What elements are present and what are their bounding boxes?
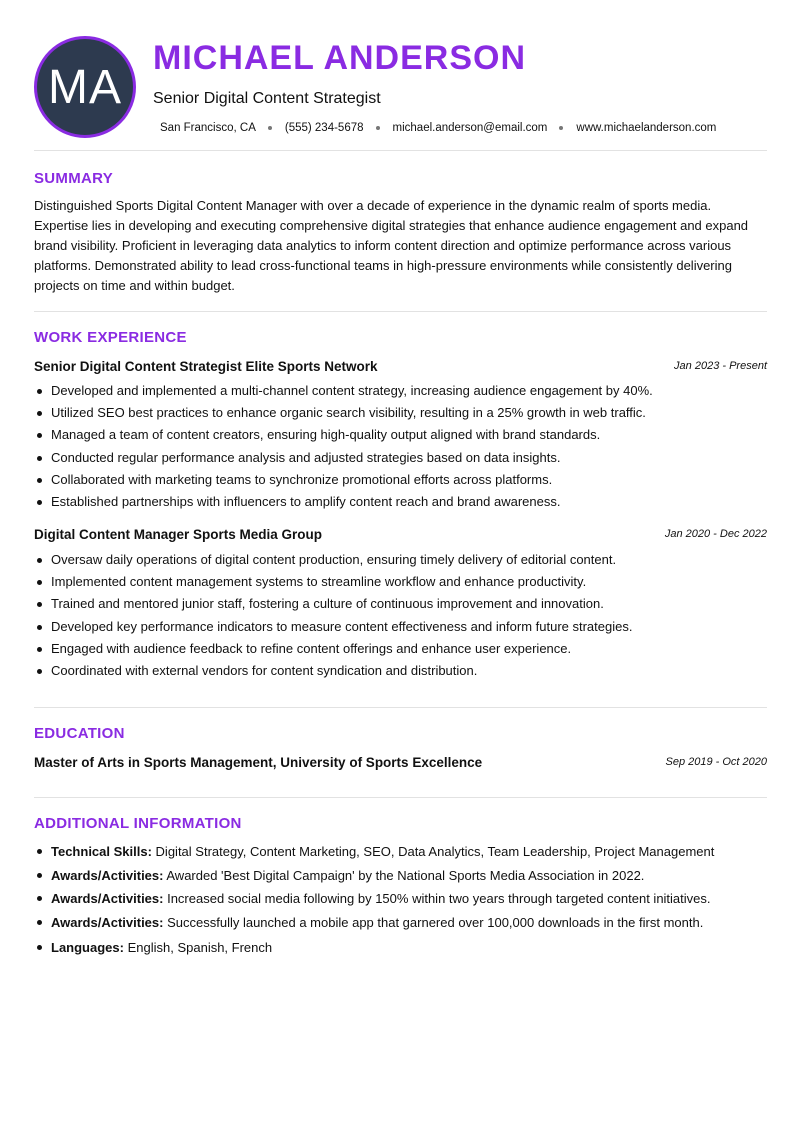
work-experience-heading: WORK EXPERIENCE <box>34 329 187 346</box>
contact-location: San Francisco, CA <box>160 122 256 134</box>
dot-separator-icon <box>376 126 380 130</box>
avatar <box>34 36 136 138</box>
list-item: Managed a team of content creators, ensuring high-quality output aligned with brand standards. <box>34 424 768 446</box>
avatar-initials: MA <box>48 60 122 114</box>
list-item: Implemented content management systems to streamline workflow and enhance productivity. <box>34 571 768 593</box>
item-text: Digital Strategy, Content Marketing, SEO, Data Analytics, Team Leadership, Project Management <box>155 844 715 859</box>
list-item: Coordinated with external vendors for content syndication and distribution. <box>34 660 768 682</box>
job-dates: Jan 2023 - Present <box>674 360 767 372</box>
contact-phone: (555) 234-5678 <box>284 122 364 134</box>
degree-title: Master of Arts in Sports Management, University of Sports Excellence <box>34 754 483 770</box>
job-header <box>34 525 767 543</box>
item-text: Increased social media following by 150% within two years through targeted content initiatives. <box>167 891 711 907</box>
job-header <box>34 357 767 375</box>
item-label: Awards/Activities: <box>51 915 164 931</box>
item-text: Successfully launched a mobile app that garnered over 100,000 downloads in the first month. <box>167 915 704 931</box>
job-bullet-list <box>34 380 768 513</box>
education-dates: Sep 2019 - Oct 2020 <box>665 756 767 768</box>
list-item: Established partnerships with influencers to amplify content reach and brand awareness. <box>34 491 768 513</box>
additional-info-heading: ADDITIONAL INFORMATION <box>34 815 242 832</box>
additional-info-list <box>34 840 768 959</box>
contact-email[interactable]: michael.anderson@email.com <box>392 122 548 134</box>
contact-bar <box>160 121 716 135</box>
list-item: Trained and mentored junior staff, fostering a culture of continuous improvement and innovation. <box>34 593 768 615</box>
list-item <box>34 936 768 960</box>
section-divider <box>34 797 767 798</box>
job-role: Senior Digital Content Strategist Elite Sports Network <box>34 358 378 374</box>
list-item <box>34 911 768 935</box>
list-item: Oversaw daily operations of digital content production, ensuring timely delivery of editorial content. <box>34 549 768 571</box>
section-divider <box>34 150 767 151</box>
candidate-title: Senior Digital Content Strategist <box>153 90 381 107</box>
job-role: Digital Content Manager Sports Media Group <box>34 526 323 542</box>
summary-heading: SUMMARY <box>34 170 114 187</box>
item-label: Technical Skills: <box>51 844 152 859</box>
list-item <box>34 887 768 911</box>
list-item: Conducted regular performance analysis and adjusted strategies based on data insights. <box>34 447 768 469</box>
item-label: Awards/Activities: <box>51 891 164 907</box>
item-label: Awards/Activities: <box>51 867 164 883</box>
education-entry <box>34 753 767 771</box>
item-text: English, Spanish, French <box>127 939 273 955</box>
item-label: Languages: <box>51 939 124 955</box>
item-text: Awarded 'Best Digital Campaign' by the National Sports Media Association in 2022. <box>166 867 645 883</box>
list-item <box>34 864 768 888</box>
list-item: Utilized SEO best practices to enhance organic search visibility, resulting in a 25% growth in web traffic. <box>34 402 768 424</box>
dot-separator-icon <box>268 126 272 130</box>
education-heading: EDUCATION <box>34 725 125 742</box>
section-divider <box>34 707 767 708</box>
dot-separator-icon <box>559 126 563 130</box>
list-item <box>34 840 768 864</box>
list-item: Developed key performance indicators to measure content effectiveness and inform future strategies. <box>34 616 768 638</box>
list-item: Collaborated with marketing teams to synchronize promotional efforts across platforms. <box>34 469 768 491</box>
job-dates: Jan 2020 - Dec 2022 <box>664 528 767 540</box>
contact-website[interactable]: www.michaelanderson.com <box>576 122 717 134</box>
summary-text: Distinguished Sports Digital Content Manager with over a decade of experience in the dynamic realm of sports media. Expertise lies in developing and executing comprehensive digital strategies that enhance audience engagement and expand brand visibility. Proficient in leveraging data analytics to inform content direction and optimize performance across various platforms. Demonstrated ability to lead cross-functional teams in high-pressure environments while consistently delivering projects on time and within budget. <box>34 198 749 293</box>
section-divider <box>34 311 767 312</box>
candidate-name: MICHAEL ANDERSON <box>153 39 527 77</box>
list-item: Developed and implemented a multi-channel content strategy, increasing audience engagement by 40%. <box>34 380 768 402</box>
job-bullet-list <box>34 549 768 682</box>
list-item: Engaged with audience feedback to refine content offerings and enhance user experience. <box>34 638 768 660</box>
